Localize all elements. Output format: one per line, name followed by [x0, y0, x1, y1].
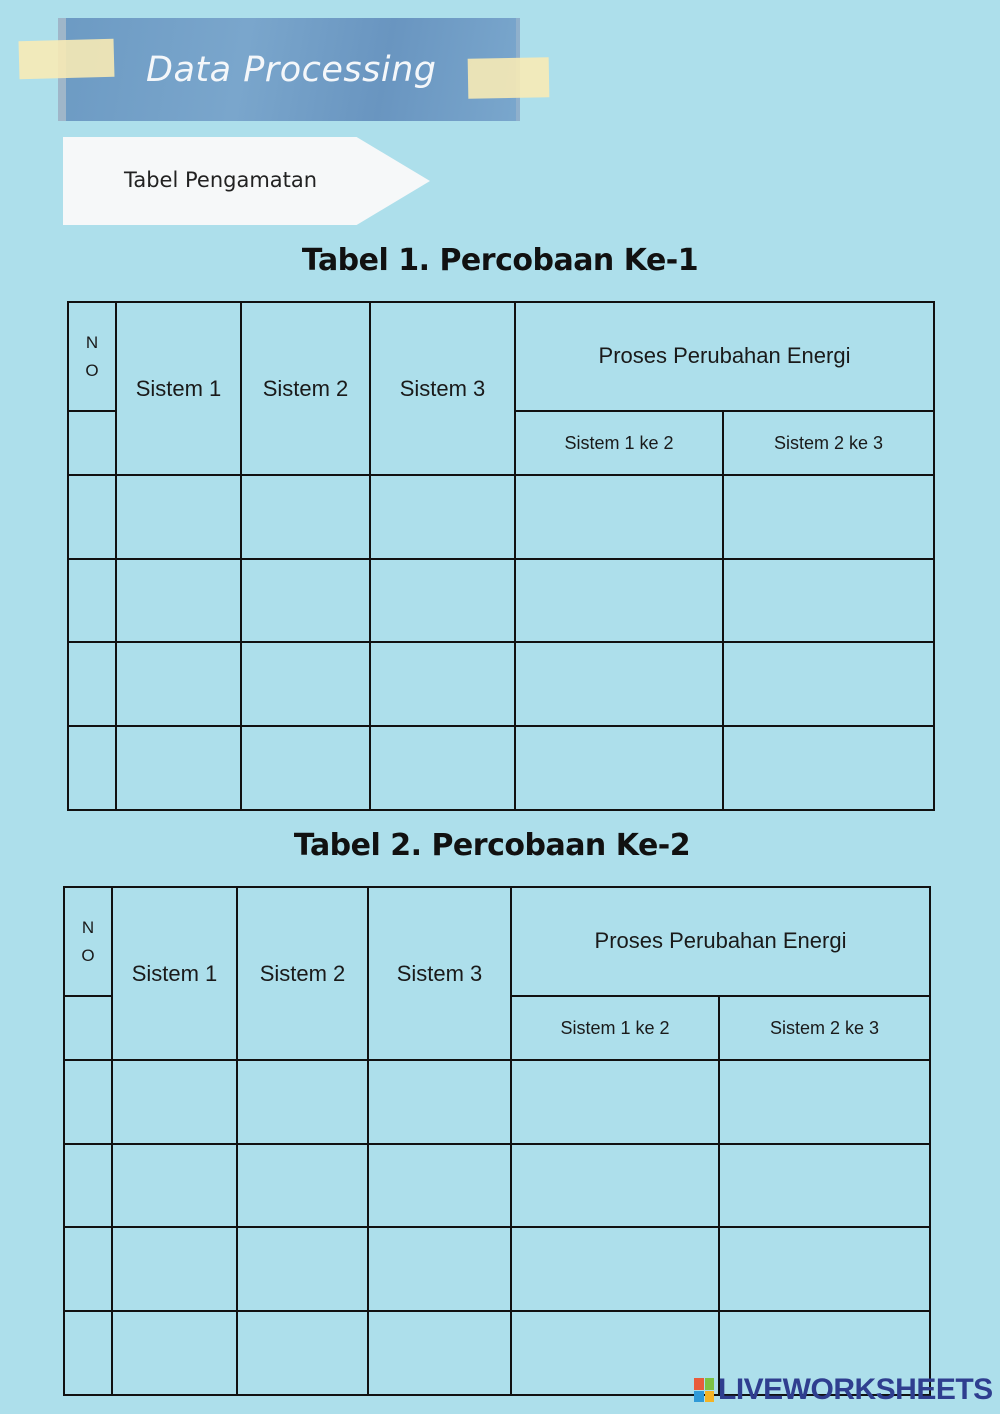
table-cell[interactable]	[68, 726, 116, 810]
header-sistem-2-ke-3: Sistem 2 ke 3	[719, 996, 930, 1060]
page-title: Data Processing	[146, 50, 437, 90]
table-cell[interactable]	[719, 1144, 930, 1227]
table-cell[interactable]	[64, 1311, 112, 1395]
table-row	[64, 1227, 930, 1311]
table-cell[interactable]	[241, 642, 370, 726]
table-cell[interactable]	[515, 475, 723, 559]
liveworksheets-watermark	[694, 1373, 993, 1407]
table-cell[interactable]	[237, 1144, 368, 1227]
header-sistem-2-ke-3: Sistem 2 ke 3	[723, 411, 934, 475]
table-cell[interactable]	[116, 475, 241, 559]
table-cell[interactable]	[515, 642, 723, 726]
table2-title: Tabel 2. Percobaan Ke-2	[293, 828, 691, 863]
header-proses: Proses Perubahan Energi	[511, 887, 930, 996]
table-cell[interactable]	[368, 1227, 511, 1311]
header-sistem-1-ke-2: Sistem 1 ke 2	[515, 411, 723, 475]
table-cell[interactable]	[370, 475, 515, 559]
table-cell[interactable]	[511, 1311, 719, 1395]
header-sistem-3: Sistem 3	[368, 887, 511, 1060]
header-no	[64, 887, 112, 996]
observation-table-2	[63, 886, 931, 1396]
table-cell[interactable]	[68, 411, 116, 475]
header-sistem-1-ke-2: Sistem 1 ke 2	[511, 996, 719, 1060]
table-cell[interactable]	[116, 642, 241, 726]
table-cell[interactable]	[112, 1060, 237, 1144]
table-row	[68, 726, 934, 810]
table-cell[interactable]	[515, 559, 723, 642]
table-cell[interactable]	[68, 559, 116, 642]
table-cell[interactable]	[241, 726, 370, 810]
table-cell[interactable]	[511, 1227, 719, 1311]
table-cell[interactable]	[723, 642, 934, 726]
table-cell[interactable]	[515, 726, 723, 810]
table1-title: Tabel 1. Percobaan Ke-1	[301, 243, 699, 278]
table-cell[interactable]	[241, 475, 370, 559]
table-row	[68, 559, 934, 642]
table-cell[interactable]	[112, 1311, 237, 1395]
table-cell[interactable]	[370, 726, 515, 810]
table-cell[interactable]	[511, 1060, 719, 1144]
observation-table-1	[67, 301, 935, 811]
tape-left	[19, 39, 115, 79]
section-label: Tabel Pengamatan	[124, 168, 318, 192]
table-cell[interactable]	[116, 726, 241, 810]
table-cell[interactable]	[370, 559, 515, 642]
table-cell[interactable]	[370, 642, 515, 726]
header-no	[68, 302, 116, 411]
table-cell[interactable]	[116, 559, 241, 642]
table-cell[interactable]	[723, 559, 934, 642]
table-cell[interactable]	[64, 1144, 112, 1227]
table-row	[68, 642, 934, 726]
table-cell[interactable]	[64, 1060, 112, 1144]
table-cell[interactable]	[511, 1144, 719, 1227]
header-sistem-3: Sistem 3	[370, 302, 515, 475]
tape-right	[468, 57, 550, 98]
header-sistem-2: Sistem 2	[241, 302, 370, 475]
table-cell[interactable]	[723, 475, 934, 559]
table-cell[interactable]	[237, 1060, 368, 1144]
table-cell[interactable]	[237, 1311, 368, 1395]
table-row	[68, 475, 934, 559]
table-row	[64, 1144, 930, 1227]
table-row	[64, 1060, 930, 1144]
header-no-text: N O	[85, 332, 99, 380]
table-cell[interactable]	[241, 559, 370, 642]
header-sistem-1: Sistem 1	[116, 302, 241, 475]
header-sistem-2: Sistem 2	[237, 887, 368, 1060]
table-cell[interactable]	[368, 1311, 511, 1395]
table-cell[interactable]	[237, 1227, 368, 1311]
table-cell[interactable]	[68, 475, 116, 559]
table-cell[interactable]	[64, 1227, 112, 1311]
header-proses: Proses Perubahan Energi	[515, 302, 934, 411]
table-cell[interactable]	[112, 1227, 237, 1311]
table-cell[interactable]	[719, 1060, 930, 1144]
table-cell[interactable]	[64, 996, 112, 1060]
table-cell[interactable]	[368, 1060, 511, 1144]
table-cell[interactable]	[112, 1144, 237, 1227]
header-no-text: N O	[81, 917, 95, 965]
watermark-text: LIVEWORKSHEETS	[718, 1373, 993, 1406]
liveworksheets-logo-icon	[694, 1378, 714, 1402]
table-cell[interactable]	[719, 1227, 930, 1311]
header-sistem-1: Sistem 1	[112, 887, 237, 1060]
table-cell[interactable]	[68, 642, 116, 726]
table-cell[interactable]	[723, 726, 934, 810]
table-cell[interactable]	[368, 1144, 511, 1227]
